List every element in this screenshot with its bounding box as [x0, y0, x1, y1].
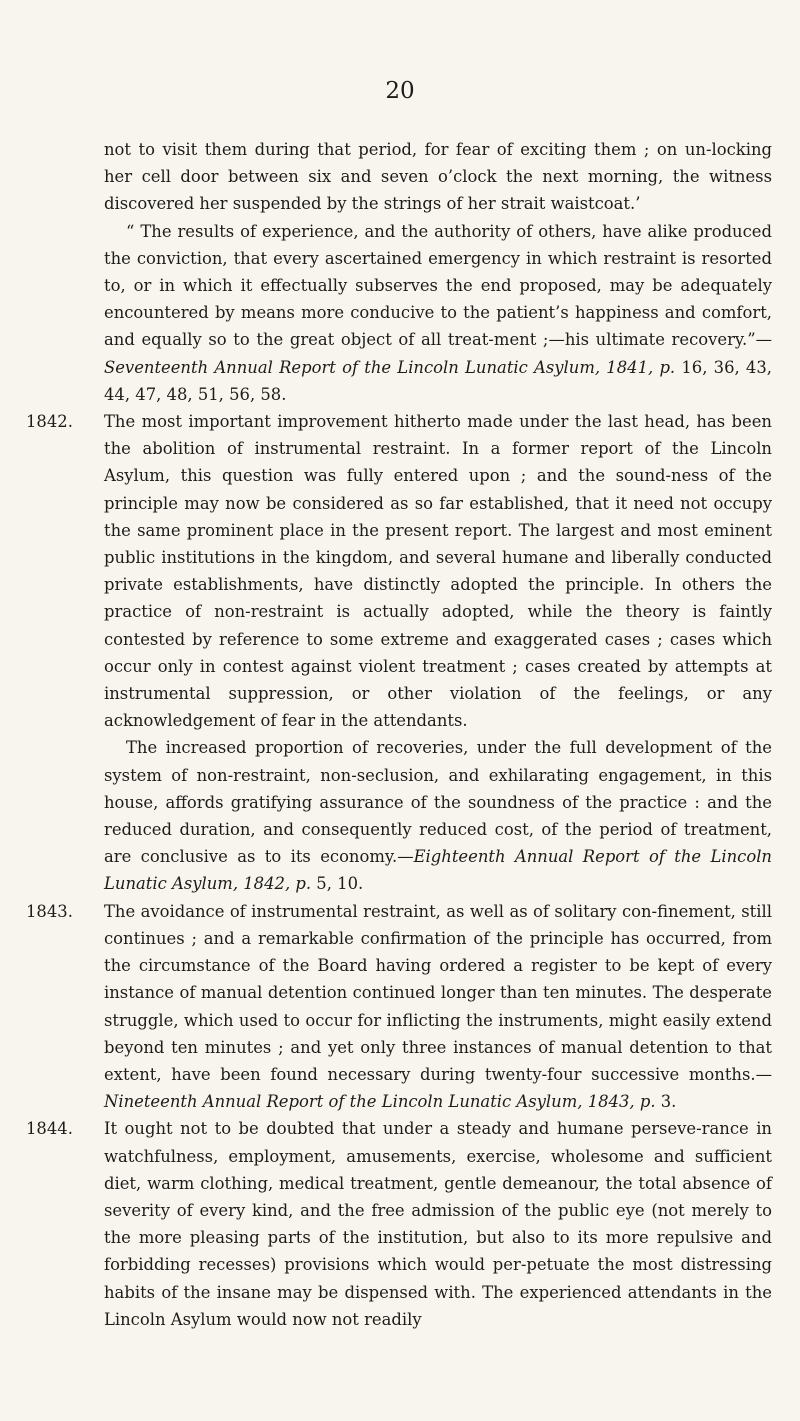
year-label: 1844.: [26, 1119, 73, 1139]
page-number: 20: [385, 78, 415, 104]
year-label: 1843.: [26, 901, 73, 921]
paragraph: The increased proportion of recoveries, under the full development of the system of non-restraint, non-seclusion, and exhilarating engagement, in this house, affords gratifying assurance of the soundness of the practice : and the reduced duration, and consequently reduced cost, of the period of treatment, are conclusive as to its economy.—Eighteenth Annual Report of the Lincoln Lunatic Asylum, 1842, p. 5, 10.: [104, 738, 772, 894]
paragraph: It ought not to be doubted that under a steady and humane perseve-rance in watchfulness, employment, amusements, exercise, wholesome and sufficient diet, warm clothing, medical treatment, gentle demeanour, the total absence of severity of every kind, and the free admission of the public eye (not merely to the more pleasing parts of the institution, but also to its more repulsive and forbidding recesses) provisions which would per-petuate the most distressing habits of the insane may be dispensed with. The experienced attendants in the Lincoln Asylum would now not readily: [104, 1119, 772, 1329]
paragraph: “ The results of experience, and the authority of others, have alike produced the conviction, that every ascertained emergency in which restraint is resorted to, or in which it effectually subserves the end proposed, may be adequately encountered by means more conducive to the patient’s happiness and comfort, and equally so to the great object of all treat-ment ;—his ultimate recovery.”—Seventeenth Annual Report of the Lincoln Lunatic Asylum, 1841, p. 16, 36, 43, 44, 47, 48, 51, 56, 58.: [104, 221, 772, 404]
text-block: [26, 136, 772, 408]
year-entry-1843: [26, 898, 772, 1116]
paragraph: The avoidance of instrumental restraint, as well as of solitary con-finement, still continues ; and a remarkable confirmation of the principle has occurred, from the circumstance of the Board having ordered a register to be kept of every instance of manual detention continued longer than ten minutes. The desperate struggle, which used to occur for inflicting the instruments, might easily extend beyond ten minutes ; and yet only three instances of manual detention to that extent, have been found necessary during twenty-four successive months.—Nineteenth Annual Report of the Lincoln Lunatic Asylum, 1843, p. 3.: [104, 901, 772, 1112]
citation: Nineteenth Annual Report of the Lincoln Lunatic Asylum, 1843, p.: [104, 1092, 656, 1112]
page-body: [26, 136, 772, 1333]
citation: Seventeenth Annual Report of the Lincoln Lunatic Asylum, 1841, p.: [104, 357, 676, 377]
paragraph: The most important improvement hitherto made under the last head, has been the abolition of instrumental restraint. In a former report of the Lincoln Asylum, this question was fully entered upon ; and the sound-ness of the principle may now be considered as so far established, that it need not occupy the same prominent place in the present report. The largest and most eminent public institutions in the kingdom, and several humane and liberally conducted private establishments, have distinctly adopted the principle. In others the practice of non-restraint is actually adopted, while the theory is faintly contested by reference to some extreme and exaggerated cases ; cases which occur only in contest against violent treatment ; cases created by attempts at instrumental suppression, or other violation of the feelings, or any acknowledgement of fear in the attendants.: [104, 412, 772, 731]
citation: Eighteenth Annual Report of the Lincoln Lunatic Asylum, 1842, p.: [104, 847, 772, 894]
year-label: 1842.: [26, 412, 73, 432]
paragraph: not to visit them during that period, for fear of exciting them ; on un-locking her cell door between six and seven o’clock the next morning, the witness discovered her suspended by the strings of her strait waistcoat.’: [104, 140, 772, 214]
year-entry-1842: [26, 408, 772, 898]
year-entry-1844: [26, 1115, 772, 1333]
